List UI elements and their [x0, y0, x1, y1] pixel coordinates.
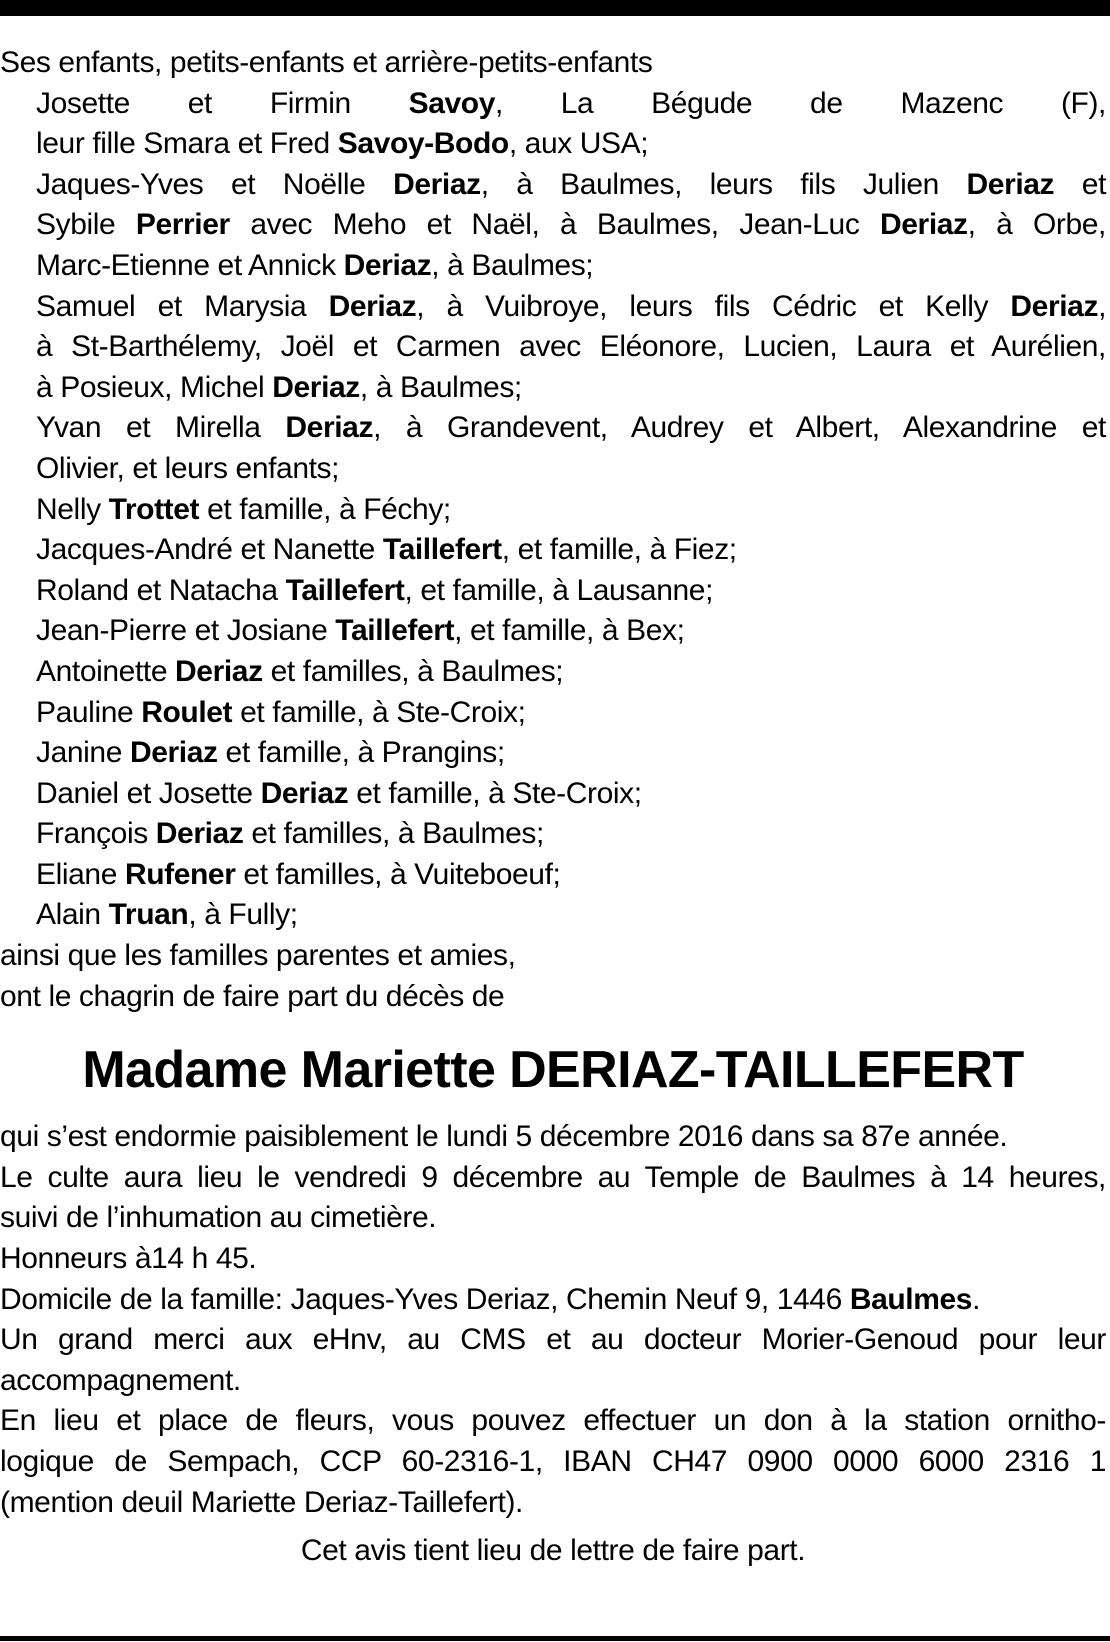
text-run: et familles, à Baulmes; — [262, 654, 564, 688]
text-run: , La Bégude de Mazenc (F), — [494, 86, 1106, 120]
text-run: , et famille, à Lausanne; — [404, 573, 713, 607]
family-line — [36, 246, 1106, 287]
family-entry — [0, 490, 1106, 531]
family-entry — [0, 611, 1106, 652]
text-run: qui s’est endormie paisiblement le lundi 5 décembre 2016 dans sa 87e année. — [0, 1120, 1008, 1154]
family-entry — [0, 855, 1106, 896]
text-run: , à Grandevent, Audrey et Albert, Alexandrine et — [373, 411, 1106, 445]
notice-body — [0, 43, 1106, 1572]
detail-line — [0, 1239, 1106, 1280]
text-run: François — [36, 817, 156, 851]
text-run: Janine — [36, 736, 130, 770]
text-run: Yvan et Mirella — [36, 411, 286, 445]
text-run: , à Baulmes, leurs fils Julien — [480, 167, 967, 201]
intro-line: Ses enfants, petits-enfants et arrière-petits-enfants — [0, 46, 653, 79]
family-line — [36, 408, 1106, 449]
family-line — [36, 124, 1106, 165]
family-line — [36, 205, 1106, 246]
text-run: En lieu et place de fleurs, vous pouvez effectuer un don à la station ornitho- — [0, 1404, 1106, 1438]
text-run: , à Vuibroye, leurs fils Cédric et Kelly — [416, 289, 1011, 323]
detail-line — [0, 1442, 1106, 1483]
text-run: à St-Barthélemy, Joël et Carmen avec Eléonore, Lucien, Laura et Aurélien, — [36, 330, 1106, 364]
detail-line — [0, 1158, 1106, 1199]
text-run: et famille, à Ste-Croix; — [232, 695, 526, 729]
family-entry — [0, 84, 1106, 165]
text-run: , aux USA; — [508, 127, 649, 161]
text-run: Jaques-Yves et Noëlle — [36, 167, 394, 201]
surname-text: Rufener — [124, 857, 236, 891]
details-list — [0, 1117, 1106, 1523]
text-run: , à Fully; — [188, 898, 298, 932]
text-run: Antoinette — [36, 654, 176, 688]
text-run: Domicile de la famille: Jaques-Yves Deriaz, Chemin Neuf 9, 1446 — [0, 1282, 850, 1316]
surname-text: Roulet — [141, 695, 233, 729]
family-line — [36, 693, 1106, 734]
surname-text: Savoy-Bodo — [337, 127, 509, 161]
top-rule — [0, 0, 1110, 16]
text-run: Pauline — [36, 695, 142, 729]
surname-text: Taillefert — [382, 533, 502, 567]
surname-text: Deriaz — [285, 411, 374, 445]
detail-entry — [0, 1280, 1106, 1321]
family-line — [36, 165, 1106, 206]
text-run: avec Meho et Naël, à Baulmes, Jean-Luc — [229, 208, 880, 242]
family-line — [36, 368, 1106, 409]
family-line — [36, 733, 1106, 774]
text-run: Samuel et Marysia — [36, 289, 329, 323]
detail-line — [0, 1483, 1106, 1524]
family-line — [36, 449, 1106, 490]
family-entry — [0, 652, 1106, 693]
family-entry — [0, 693, 1106, 734]
surname-text: Deriaz — [880, 208, 968, 242]
text-run: , à Orbe, — [967, 208, 1106, 242]
surname-text: Taillefert — [335, 614, 455, 648]
text-run: et familles, à Vuiteboeuf; — [235, 857, 561, 891]
text-run: Alain — [36, 898, 109, 932]
family-line — [36, 287, 1106, 328]
family-entry — [0, 733, 1106, 774]
detail-line — [0, 1280, 1106, 1321]
text-run: à Posieux, Michel — [36, 370, 273, 404]
surname-text: Perrier — [135, 208, 230, 242]
detail-entry — [0, 1320, 1106, 1401]
text-run: Daniel et Josette — [36, 776, 261, 810]
family-line — [36, 855, 1106, 896]
detail-line — [0, 1361, 1106, 1402]
text-run: (mention deuil Mariette Deriaz-Taillefert). — [0, 1485, 523, 1519]
text-run: Jacques-André et Nanette — [36, 533, 383, 567]
text-run: Un grand merci aux eHnv, au CMS et au docteur Morier-Genoud pour leur — [0, 1323, 1106, 1357]
text-run: , et famille, à Bex; — [454, 614, 685, 648]
family-line — [36, 814, 1106, 855]
text-run: Olivier, et leurs enfants; — [36, 451, 340, 485]
detail-line — [0, 1320, 1106, 1361]
text-run: Nelly — [36, 492, 109, 526]
detail-line — [0, 1401, 1106, 1442]
surname-text: Deriaz — [175, 654, 263, 688]
text-run: et famille, à Féchy; — [199, 492, 451, 526]
text-run: logique de Sempach, CCP 60-2316-1, IBAN CH47 0900 0000 6000 2316 1 — [0, 1445, 1106, 1478]
text-run: . — [972, 1282, 981, 1316]
surname-text: Trottet — [108, 492, 200, 526]
surname-text: Deriaz — [260, 776, 349, 810]
text-run: et famille, à Prangins; — [217, 736, 505, 770]
detail-entry — [0, 1117, 1106, 1158]
text-run: Josette et Firmin — [36, 86, 409, 120]
text-run: Jean-Pierre et Josiane — [36, 614, 336, 648]
family-line — [36, 490, 1106, 531]
family-entry — [0, 571, 1106, 612]
detail-entry — [0, 1158, 1106, 1239]
family-entry — [0, 895, 1106, 936]
family-line — [36, 895, 1106, 936]
text-run: leur fille Smara et Fred — [36, 127, 338, 161]
surname-text: Truan — [108, 898, 189, 932]
text-run: et — [1054, 167, 1106, 201]
text-run: , et famille, à Fiez; — [501, 533, 737, 567]
deceased-name: Madame Mariette DERIAZ-TAILLEFERT — [82, 1041, 1024, 1100]
outro-line-1: ainsi que les familles parentes et amies, — [0, 939, 516, 973]
family-entry — [0, 165, 1106, 287]
surname-text: Deriaz — [1010, 289, 1099, 323]
surname-text: Deriaz — [272, 370, 360, 404]
detail-line — [0, 1117, 1106, 1158]
surname-text: Deriaz — [155, 817, 244, 851]
text-run: Eliane — [36, 857, 125, 891]
family-entry — [0, 530, 1106, 571]
family-line — [36, 652, 1106, 693]
text-run: Honneurs à14 h 45. — [0, 1242, 257, 1276]
family-list — [0, 84, 1106, 936]
surname-text: Deriaz — [328, 289, 417, 323]
family-entry — [0, 814, 1106, 855]
text-run: Roland et Natacha — [36, 573, 286, 607]
closing-line: Cet avis tient lieu de lettre de faire part. — [300, 1534, 806, 1568]
family-line — [36, 611, 1106, 652]
text-run: Marc-Etienne et Annick — [36, 248, 344, 282]
surname-text: Deriaz — [393, 167, 481, 201]
surname-text: Baulmes — [849, 1282, 973, 1316]
family-line — [36, 84, 1106, 125]
detail-entry — [0, 1239, 1106, 1280]
text-run: accompagnement. — [0, 1363, 241, 1397]
family-line — [36, 327, 1106, 368]
surname-text: Deriaz — [966, 167, 1055, 201]
family-entry — [0, 774, 1106, 815]
family-entry — [0, 408, 1106, 489]
text-run: et familles, à Baulmes; — [243, 817, 544, 851]
outro-line-2: ont le chagrin de faire part du décès de — [0, 979, 505, 1013]
text-run: Sybile — [36, 208, 136, 242]
detail-line — [0, 1198, 1106, 1239]
surname-text: Deriaz — [129, 736, 218, 770]
text-run: , à Baulmes; — [359, 370, 522, 404]
text-run: et famille, à Ste-Croix; — [348, 776, 642, 810]
surname-text: Taillefert — [285, 573, 405, 607]
text-run: , à Baulmes; — [431, 248, 594, 282]
surname-text: Savoy — [408, 86, 495, 120]
text-run: Le culte aura lieu le vendredi 9 décembre au Temple de Baulmes à 14 heures, — [0, 1160, 1106, 1194]
family-line — [36, 571, 1106, 612]
surname-text: Deriaz — [343, 248, 432, 282]
family-line — [36, 530, 1106, 571]
text-run: , — [1098, 289, 1106, 323]
bottom-rule — [0, 1636, 1110, 1641]
text-run: suivi de l’inhumation au cimetière. — [0, 1201, 437, 1235]
family-line — [36, 774, 1106, 815]
detail-entry — [0, 1401, 1106, 1523]
family-entry — [0, 287, 1106, 409]
